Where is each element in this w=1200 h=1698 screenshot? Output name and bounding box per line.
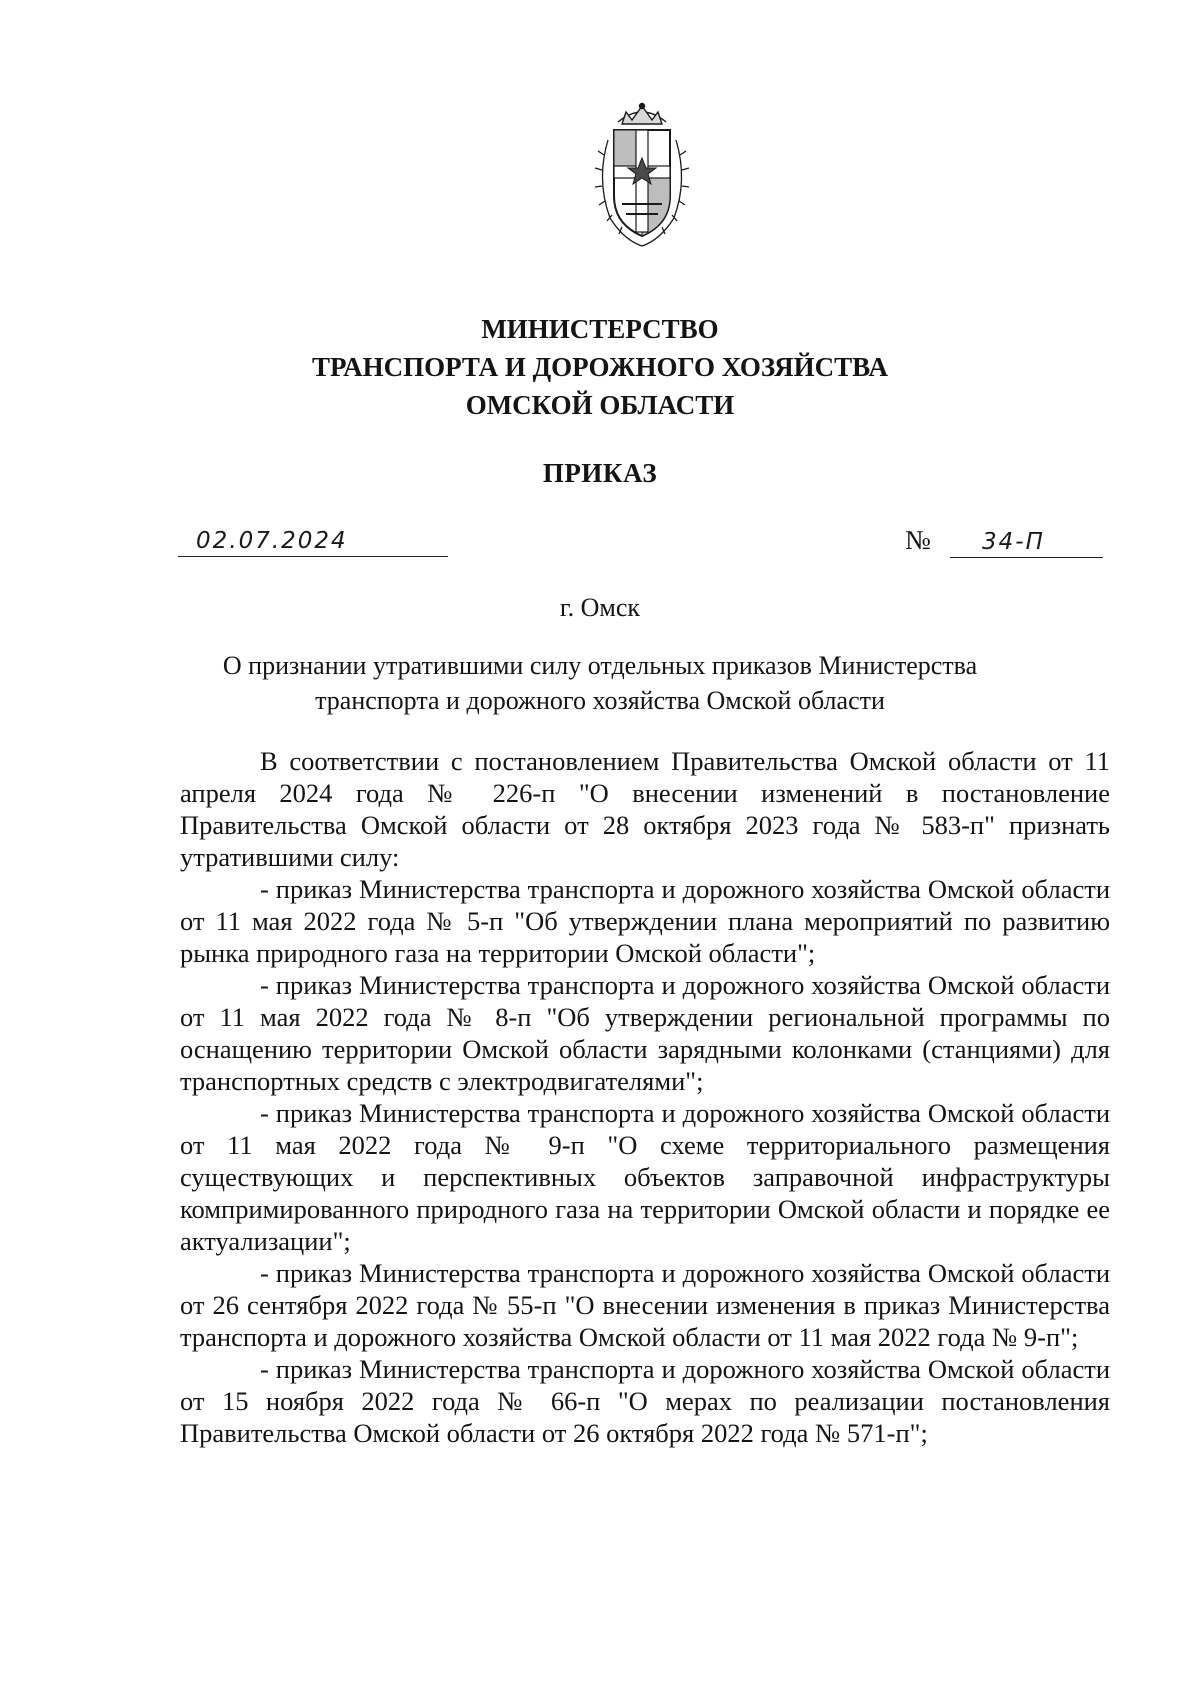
title-line-1: О признании утратившими силу отдельных приказов Министерства: [222, 651, 978, 680]
city: г. Омск: [559, 593, 641, 622]
title-line-2: транспорта и дорожного хозяйства Омской области: [315, 686, 885, 715]
number-underline: [950, 527, 1103, 558]
list-item: - приказ Министерства транспорта и дорожного хозяйства Омской области от 11 мая 2022 года № 8-п "Об утверждении региональной программы по оснащению территории Омской области зарядными колонками (станциями) для транспортных средств с электродвигателями";: [180, 970, 1110, 1096]
date-field: [178, 520, 448, 557]
ministry-name: [0, 310, 1200, 424]
paragraph-preamble: В соответствии с постановлением Правительства Омской области от 11 апреля 2024 года № 226-п "О внесении изменений в постановление Правительства Омской области от 28 октября 2023 года № 583-п" признать утратившими силу:: [180, 746, 1110, 872]
document-body: [180, 745, 1110, 1449]
ministry-line-1: МИНИСТЕРСТВО: [481, 314, 719, 344]
document-type: ПРИКАЗ: [542, 458, 658, 488]
date-value: 02.07.2024: [196, 528, 348, 554]
document-title: [150, 648, 1050, 718]
list-item: - приказ Министерства транспорта и дорожного хозяйства Омской области от 11 мая 2022 года № 9-п "О схеме территориального размещения существующих и перспективных объектов заправочной инфраструктуры компримированного природного газа на территории Омской области и порядке ее актуализации";: [180, 1098, 1110, 1256]
number-sign: №: [905, 525, 931, 555]
ministry-line-2: ТРАНСПОРТА И ДОРОЖНОГО ХОЗЯЙСТВА: [312, 352, 888, 382]
number-value: 34-П: [982, 529, 1045, 555]
list-item: - приказ Министерства транспорта и дорожного хозяйства Омской области от 15 ноября 2022 года № 66-п "О мерах по реализации постановления Правительства Омской области от 26 октября 2022 года № 571-п";: [180, 1354, 1110, 1448]
coat-of-arms-icon: [590, 100, 694, 250]
ministry-line-3: ОМСКОЙ ОБЛАСТИ: [465, 390, 735, 420]
list-item: - приказ Министерства транспорта и дорожного хозяйства Омской области от 11 мая 2022 года № 5-п "Об утверждении плана мероприятий по развитию рынка природного газа на территории Омской области";: [180, 874, 1110, 968]
number-field: [905, 520, 1105, 556]
list-item: - приказ Министерства транспорта и дорожного хозяйства Омской области от 26 сентября 2022 года № 55-п "О внесении изменения в приказ Министерства транспорта и дорожного хозяйства Омской области от 11 мая 2022 года № 9-п";: [180, 1258, 1110, 1352]
